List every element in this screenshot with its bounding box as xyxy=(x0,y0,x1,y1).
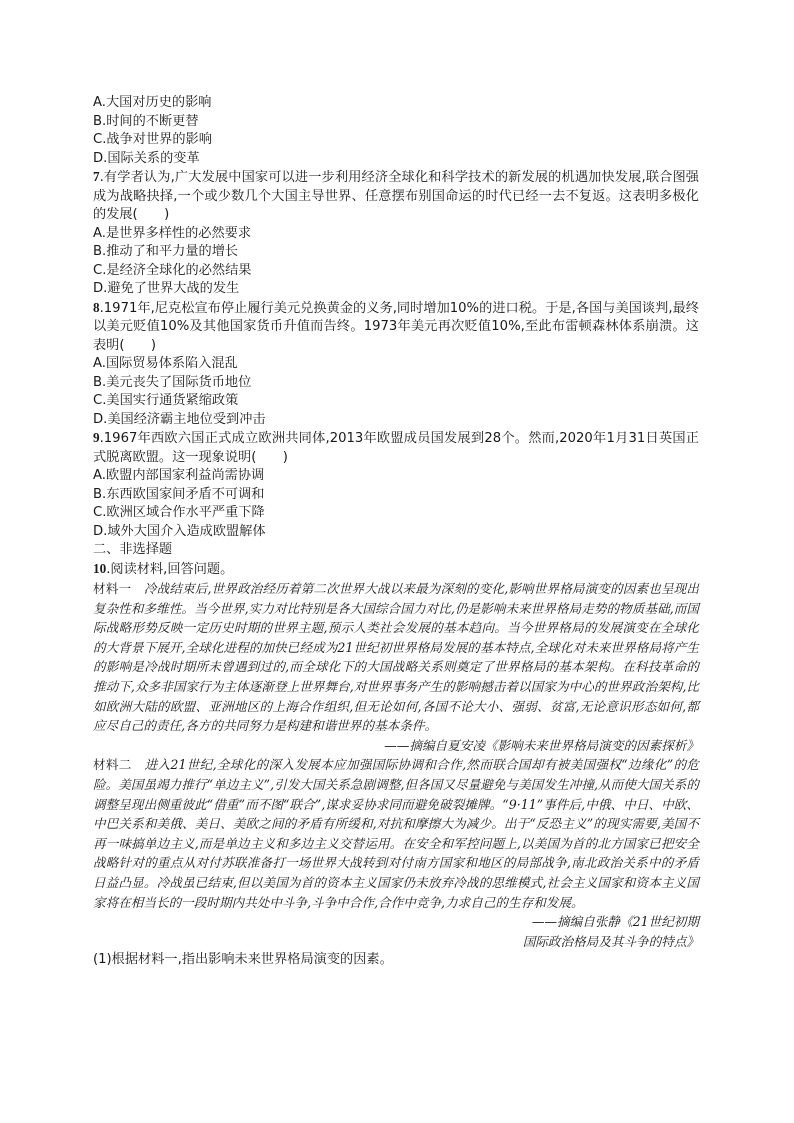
material-2-label: 材料二 xyxy=(93,757,145,773)
q7-number: 7 xyxy=(93,169,100,184)
material-2-source-line-2: 国际政治格局及其斗争的特点》 xyxy=(522,933,699,949)
q10-number: 10 xyxy=(93,560,107,576)
q7-stem-text: .有学者认为,广大发展中国家可以进一步利用经济全球化和科学技术的新发展的机遇加快发展,联合图强成为战略抉择,一个或少数几个大国主导世界、任意摆布别国命运的时代已经一去不复返。这表明多极化的发展( ) xyxy=(93,170,699,222)
q9-stem xyxy=(93,429,699,467)
q8-option-b: B.美元丧失了国际货币地位 xyxy=(93,374,252,390)
exam-page xyxy=(93,94,699,970)
q6-option-d: D.国际关系的变革 xyxy=(93,150,200,166)
q8-stem xyxy=(93,299,699,356)
section-heading-non-choice: 二、非选择题 xyxy=(93,542,173,557)
q7-option-a: A.是世界多样性的必然要求 xyxy=(93,225,252,241)
material-1-label: 材料一 xyxy=(93,581,144,596)
q6-option-c: C.战争对世界的影响 xyxy=(93,132,212,147)
q8-number: 8 xyxy=(93,299,100,315)
q10-stem xyxy=(93,560,699,580)
q9-option-a: A.欧盟内部国家利益尚需协调 xyxy=(93,468,265,483)
question-7 xyxy=(93,168,699,299)
q8-option-d: D.美国经济霸主地位受到冲击 xyxy=(93,411,266,427)
q6-option-a: A.大国对历史的影响 xyxy=(93,95,212,110)
material-1-text: 冷战结束后,世界政治经历着第二次世界大战以来最为深刻的变化,影响世界格局演变的因素也呈现出复杂性和多维性。当今世界,实力对比特别是各大国综合国力对比,仍是影响未来世界格局走势的物质基础,而国际战略形势反映一定历史时期的世界主题,预示人类社会发展的基本趋向。当今世界格局的发展演变在全球化的大背景下展开,全球化进程的加快已经成为21世纪初世界格局发展的基本特点,全球化对未来世界格局将产生的影响是冷战时期所未曾遇到过的,而全球化下的大国战略关系则奠定了世界格局的基本架构。在科技革命的推动下,众多非国家行为主体逐渐登上世界舞台,对世界事务产生的影响撼击着以国家为中心的世界政治架构,比如欧洲大陆的欧盟、亚洲地区的上海合作组织,但无论如何,各国不论大小、强弱、贫富,无论意识形态如何,都应尽自己的责任,各方的共同努力是构建和谐世界的基本条件。 xyxy=(93,581,699,734)
q9-option-c: C.欧洲区域合作水平严重下降 xyxy=(93,505,265,520)
q9-option-b: B.东西欧国家间矛盾不可调和 xyxy=(93,486,265,502)
q9-stem-text: .1967年西欧六国正式成立欧洲共同体,2013年欧盟成员国发展到28个。然而,2020年1月31日英国正式脱离欧盟。这一现象说明( ) xyxy=(93,431,699,465)
material-2 xyxy=(93,755,699,912)
question-10 xyxy=(93,560,699,970)
material-1-source: ——摘编自夏安凌《影响未来世界格局演变的因素探析》 xyxy=(384,737,699,753)
q9-option-d: D.域外大国介入造成欧盟解体 xyxy=(93,523,266,539)
question-8 xyxy=(93,299,699,430)
question-9 xyxy=(93,429,699,541)
q7-option-c: C.是经济全球化的必然结果 xyxy=(93,262,252,278)
material-2-source-line-1: ——摘编自张静《21世纪初期 xyxy=(531,914,699,930)
material-1 xyxy=(93,579,699,736)
q10-stem-text: .阅读材料,回答问题。 xyxy=(106,561,234,577)
q7-option-b: B.推动了和平力量的增长 xyxy=(93,244,239,259)
q8-option-c: C.美国实行通货紧缩政策 xyxy=(93,393,239,408)
q6-option-b: B.时间的不断更替 xyxy=(93,113,199,129)
q8-stem-text: .1971年,尼克松宣布停止履行美元兑换黄金的义务,同时增加10%的进口税。于是,各国与美国谈判,最终以美元贬值10%及其他国家货币升值而告终。1973年美元再次贬值10%,至此布雷顿森林体系崩溃。这表明( ) xyxy=(93,300,699,353)
q6-options xyxy=(93,94,699,168)
q7-option-d: D.避免了世界大战的发生 xyxy=(93,281,240,296)
q9-number: 9 xyxy=(93,430,100,445)
material-2-text: 进入21世纪,全球化的深入发展本应加强国际协调和合作,然而联合国却有被美国强权“边缘化”的危险。美国虽竭力推行“单边主义”,引发大国关系急剧调整,但各国又尽量避免与美国发生冲撞,从而使大国关系的调整呈现出侧重彼此“借重”而不图“联合”,谋求妥协求同而避免破裂摊牌。“9·11”事件后,中俄、中日、中欧、中巴关系和美俄、美日、美欧之间的矛盾有所缓和,对抗和摩擦大为减少。出于“反恐主义”的现实需要,美国不再一味搞单边主义,而是单边主义和多边主义交替运用。在安全和军控问题上,以美国为首的北方国家已把安全战略针对的重点从对付苏联准备打一场世界大战转到对付南方国家和地区的局部战争,南北政治关系中的矛盾日益凸显。冷战虽已结束,但以美国为首的资本主义国家仍未放弃冷战的思维模式,社会主义国家和资本主义国家将在相当长的一段时期内共处中斗争,斗争中合作,合作中竞争,力求自己的生存和发展。 xyxy=(93,757,699,910)
q8-option-a: A.国际贸易体系陷入混乱 xyxy=(93,356,238,371)
q10-subquestion-1: (1)根据材料一,指出影响未来世界格局演变的因素。 xyxy=(93,952,393,968)
q7-stem xyxy=(93,168,699,225)
